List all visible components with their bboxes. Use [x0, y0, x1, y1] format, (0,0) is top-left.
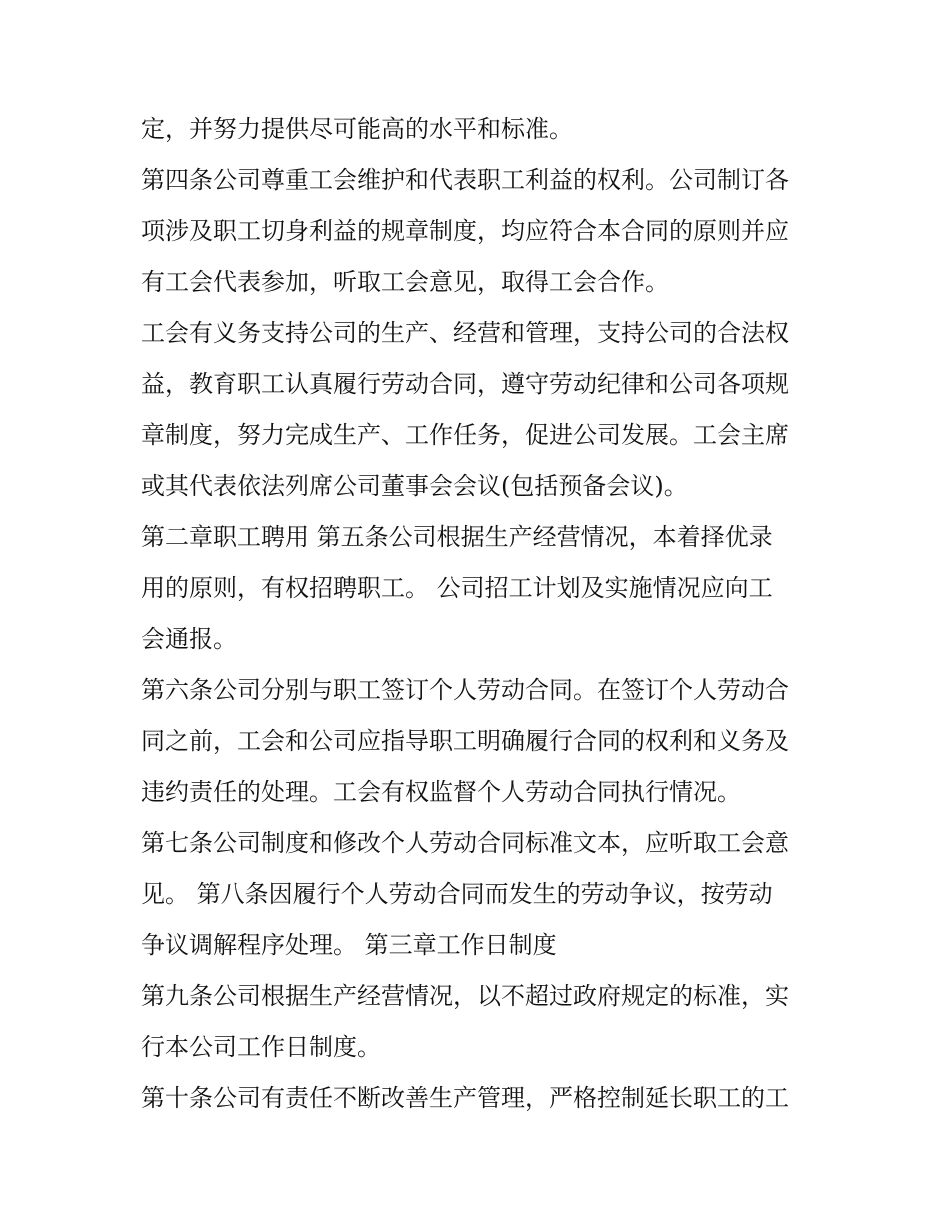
text-line: 第七条公司制度和修改个人劳动合同标准文本，应听取工会意 [141, 829, 789, 857]
document-body [141, 110, 821, 1117]
text-line: 会通报。 [141, 625, 237, 653]
paragraph [141, 977, 821, 1066]
text-line: 第二章职工聘用 第五条公司根据生产经营情况，本着择优录 [141, 523, 773, 551]
text-line: 工会有义务支持公司的生产、经营和管理，支持公司的合法权 [141, 319, 789, 347]
text-line: 行本公司工作日制度。 [141, 1033, 381, 1061]
paragraph [141, 314, 821, 505]
text-line: 同之前，工会和公司应指导职工明确履行合同的权利和义务及 [141, 727, 789, 755]
text-line: 章制度，努力完成生产、工作任务，促进公司发展。工会主席 [141, 421, 789, 449]
text-line: 有工会代表参加，听取工会意见，取得工会合作。 [141, 268, 669, 296]
paragraph [141, 110, 821, 148]
text-line: 第六条公司分别与职工签订个人劳动合同。在签订个人劳动合 [141, 676, 789, 704]
text-line: 项涉及职工切身利益的规章制度，均应符合本合同的原则并应 [141, 217, 789, 245]
text-line: 违约责任的处理。工会有权监督个人劳动合同执行情况。 [141, 778, 741, 806]
text-line: 第四条公司尊重工会维护和代表职工利益的权利。公司制订各 [141, 166, 789, 194]
paragraph [141, 1079, 821, 1117]
paragraph [141, 518, 821, 658]
text-line: 定，并努力提供尽可能高的水平和标准。 [141, 115, 573, 143]
text-line: 第九条公司根据生产经营情况，以不超过政府规定的标准，实 [141, 982, 789, 1010]
paragraph [141, 671, 821, 811]
text-line: 益，教育职工认真履行劳动合同，遵守劳动纪律和公司各项规 [141, 370, 789, 398]
text-line: 争议调解程序处理。 第三章工作日制度 [141, 931, 557, 959]
text-line: 第十条公司有责任不断改善生产管理，严格控制延长职工的工 [141, 1084, 789, 1112]
paragraph [141, 824, 821, 964]
paragraph [141, 161, 821, 301]
text-line: 用的原则，有权招聘职工。 公司招工计划及实施情况应向工 [141, 574, 773, 602]
text-line: 见。 第八条因履行个人劳动合同而发生的劳动争议，按劳动 [141, 880, 773, 908]
text-line: 或其代表依法列席公司董事会会议(包括预备会议)。 [141, 472, 688, 500]
